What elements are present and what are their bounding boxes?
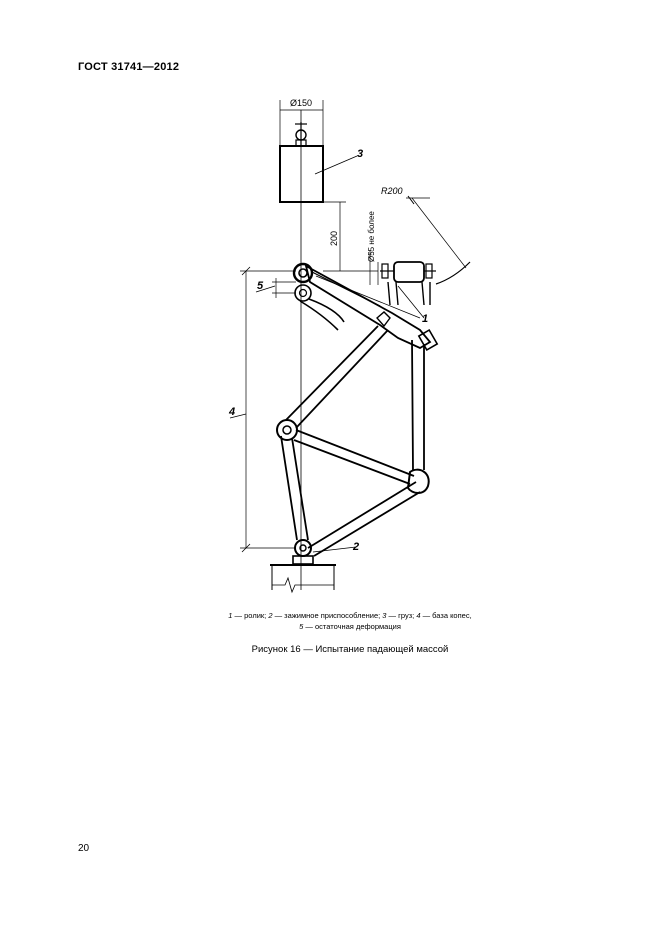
legend-num: 1 [228,611,233,620]
strut-left-lower [281,436,308,540]
strut-middle [294,430,414,484]
joint-left [277,420,297,440]
right-clamp-block [394,262,424,282]
legend-text: — ролик; [232,611,269,620]
legend-text: — груз; [386,611,417,620]
radius-arc [436,262,470,284]
callout-4: 4 [229,406,236,418]
legend-num: 2 [268,611,273,620]
legend-num: 4 [416,611,421,620]
roller-lower-outer [295,285,311,301]
figure-caption: Рисунок 16 — Испытание падающей массой [251,644,449,655]
figure-legend-line-1 [130,610,570,621]
callout-3: 3 [357,148,364,160]
strut-bottom-diag [308,482,420,556]
figure-legend-line-2 [130,621,570,632]
document-code-header: ГОСТ 31741—2012 [78,61,180,73]
legend-text: — остаточная деформация [303,622,401,631]
callout-2: 2 [353,541,360,553]
dim-rotated-label: Ø55 не более [367,211,376,262]
strut-right-vertical [412,340,424,470]
joint-right [408,470,429,493]
legend-num: 5 [299,622,304,631]
leader-2 [313,547,356,552]
legend-text: — база копес, [420,611,472,620]
dim-diameter-label: Ø150 [290,98,313,108]
drop-weight [280,146,323,202]
leader-3 [315,156,357,174]
page-number: 20 [78,843,90,854]
callout-5: 5 [257,280,264,292]
leader-1b [398,286,424,318]
dim-200-label: 200 [329,230,339,246]
dim-radius-label: R200 [381,186,403,196]
legend-text: — зажимное приспособление; [272,611,383,620]
legend-num: 3 [382,611,387,620]
callout-1: 1 [422,313,429,325]
